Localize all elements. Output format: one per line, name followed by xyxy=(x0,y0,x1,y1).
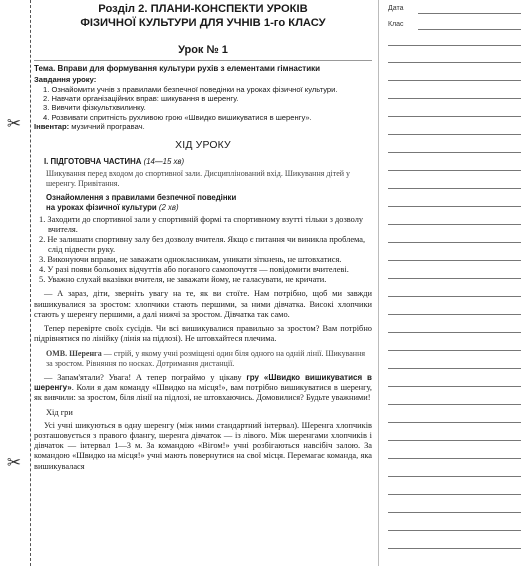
paragraph xyxy=(34,373,372,403)
lesson-theme: Тема. Вправи для формування культури рухів з елементами гімнастики xyxy=(34,64,321,73)
list-item: 1. Ознайомити учнів з правилами безпечної поведінки на уроках фізичної культури. xyxy=(43,84,338,94)
note: Шикування перед входом до спортивної зали. Дисциплінований вхід. Шикування дітей у шеренгу. Привітання. xyxy=(46,168,351,188)
list-item: 4. Розвивати спритність рухливою грою «Швидко вишикуватися в шеренгу». xyxy=(43,112,312,122)
omv-text: — стрій, у якому учні розміщені один біля одного на одній лінії. Шикування за зростом. Рівняння по носках. Дотримання дистанції. xyxy=(46,348,366,368)
date-field[interactable] xyxy=(418,13,521,14)
class-field[interactable] xyxy=(418,29,521,30)
list-item: 3. Вивчити фізкультхвилинку. xyxy=(43,103,146,113)
note-line[interactable] xyxy=(388,476,521,477)
game-name: гру «Швидко вишикуватися в шеренгу» xyxy=(34,372,372,392)
note-line[interactable] xyxy=(388,80,521,81)
note-line[interactable] xyxy=(388,332,521,333)
note-line[interactable] xyxy=(388,350,521,351)
section-heading-line1: Розділ 2. ПЛАНИ-КОНСПЕКТИ УРОКІВ xyxy=(98,3,308,15)
note-line[interactable] xyxy=(388,422,521,423)
note-line[interactable] xyxy=(388,530,521,531)
subheading-time: (2 хв) xyxy=(156,202,179,212)
note-line[interactable] xyxy=(388,440,521,441)
note-line[interactable] xyxy=(388,260,521,261)
note-line[interactable] xyxy=(388,224,521,225)
lesson-progress-heading: ХІД УРОКУ xyxy=(175,139,231,151)
main-content xyxy=(34,2,372,472)
note-line[interactable] xyxy=(388,512,521,513)
notes-divider xyxy=(378,0,379,566)
subheading-line1: Ознайомлення з правилами безпечної поведінки xyxy=(46,192,237,202)
paragraph: Тепер перевірте своїх сусідів. Чи всі вишикувалися правильно за зростом? Вам потрібно підрівнятися по лінійку (лінія на підлозі). Не штовхайтеся плечима. xyxy=(34,323,372,343)
divider xyxy=(34,60,372,61)
note-line[interactable] xyxy=(388,458,521,459)
note-line[interactable] xyxy=(388,296,521,297)
date-label: Дата xyxy=(388,5,404,12)
note-line[interactable] xyxy=(388,98,521,99)
inventory-value: музичний програвач. xyxy=(69,122,145,132)
omv-label: ОМВ. Шеренга xyxy=(46,348,102,358)
note-line[interactable] xyxy=(388,368,521,369)
note-line[interactable] xyxy=(388,116,521,117)
note-line[interactable] xyxy=(388,45,521,46)
subheading-line2: на уроках фізичної культури xyxy=(46,202,157,212)
section-heading-line2: ФІЗИЧНОЇ КУЛЬТУРИ ДЛЯ УЧНІВ 1-го КЛАСУ xyxy=(80,17,326,29)
para-text: — Запам'ятали? Увага! А тепер пограймо у цікаву xyxy=(44,372,247,382)
tasks-label: Завдання уроку: xyxy=(34,75,97,84)
scissors-icon: ✂ xyxy=(6,114,22,134)
list-item: 2. Навчати організаційних вправ: шикування в шеренгу. xyxy=(43,94,239,103)
subheading xyxy=(46,193,372,213)
lesson-title: Урок № 1 xyxy=(178,44,228,56)
note-line[interactable] xyxy=(388,548,521,549)
omv-note xyxy=(46,349,372,369)
list-item: 2. Не залишати спортивну залу без дозволу вчителя. Якщо є питання чи виникла проблема, слід підвести руку. xyxy=(39,235,366,255)
part-time: (14—15 хв) xyxy=(141,156,185,166)
note-line[interactable] xyxy=(388,170,521,171)
tasks-list xyxy=(34,85,372,123)
list-item: 3. Виконуючи вправи, не заважати однокласникам, уникати зіткнень, не штовхатися. xyxy=(39,255,342,265)
para-text: . Коли я дам команду «Швидко на місця!», вам потрібно вишикуватися в шеренгу, як вивчили: за зростом, біля лінії на підлозі, не штовхаючись. Домовилися? Будьте уважними! xyxy=(34,382,372,403)
note-line[interactable] xyxy=(388,404,521,405)
paragraph: — А зараз, діти, зверніть увагу на те, як ви стоїте. Нам потрібно, щоб ми завжди вишикувалися за зростом: хлопчики стають першими, за ними дівчатка. Високі хлопчики стають у шеренгу першими, а далі нижчі за зростом. Дівчатка так само. xyxy=(34,289,372,319)
inventory xyxy=(34,122,372,132)
inventory-label: Інвентар: xyxy=(34,122,70,132)
note-line[interactable] xyxy=(388,386,521,387)
game-progress-heading: Хід гри xyxy=(46,408,73,418)
note-line[interactable] xyxy=(388,188,521,189)
safety-rules-list xyxy=(34,215,372,285)
note-line[interactable] xyxy=(388,152,521,153)
note-line[interactable] xyxy=(388,278,521,279)
note-line[interactable] xyxy=(388,206,521,207)
class-label: Клас xyxy=(388,21,404,28)
note-line[interactable] xyxy=(388,62,521,63)
note-line[interactable] xyxy=(388,134,521,135)
note-line[interactable] xyxy=(388,242,521,243)
note-line[interactable] xyxy=(388,494,521,495)
part-heading xyxy=(44,157,372,166)
part-title: І. ПІДГОТОВЧА ЧАСТИНА xyxy=(44,156,142,166)
paragraph: Усі учні шикуються в одну шеренгу (між ними стандартний інтервал). Шеренга хлопчиків розташовується з правого флангу, шеренга дівчаток — із лівого. Між шеренгами хлопчиків і дівчаток — інтервал 1—3 м. За командою «Вігом!» учні розбігаються навсібіч залою. За командою «Швидко на місця!» учні мають повернутися на свої місця. Перемагає команда, яка вишикувалася xyxy=(34,421,372,471)
note-line[interactable] xyxy=(388,314,521,315)
list-item: 4. У разі появи больових відчуттів або поганого самопочуття — повідомити вчителеві. xyxy=(39,265,349,275)
scissors-icon: ✂ xyxy=(6,453,22,473)
cut-line xyxy=(30,0,31,566)
list-item: 1. Заходити до спортивної зали у спортивній формі та спортивному взутті тільки з дозволу вчителя. xyxy=(39,215,364,235)
list-item: 5. Уважно слухай вказівки вчителя, не заважати йому, не галасувати, не кричати. xyxy=(39,275,327,285)
